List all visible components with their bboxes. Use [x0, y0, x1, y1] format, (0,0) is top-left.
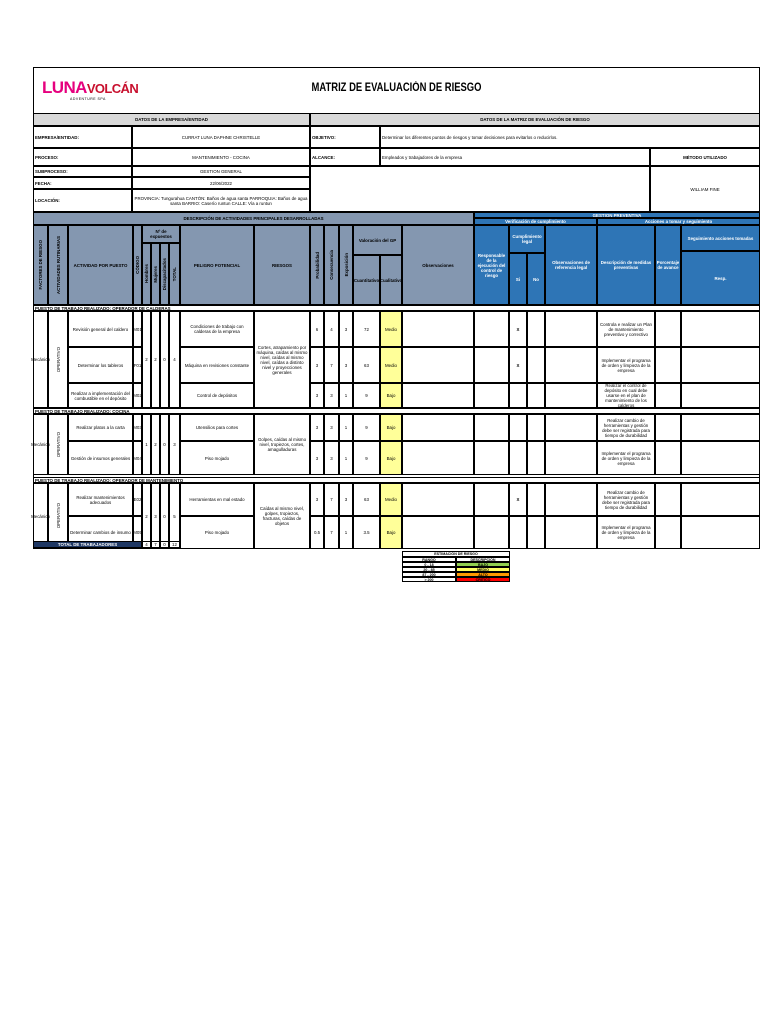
codigo-cell: M04	[133, 441, 142, 475]
obs-ref-cell	[545, 311, 597, 347]
mujeres-cell: 2	[151, 414, 160, 475]
exposicion-cell: 3	[339, 483, 353, 516]
probabilidad-cell: 6	[310, 311, 324, 347]
acciones-header: Acciones a tomar y seguimiento	[597, 218, 760, 225]
peligro-cell: Piso mojado	[180, 516, 254, 549]
hombres-cell: 1	[142, 414, 151, 475]
riesgo-cell: Cortes, atrapamiento por máquina, caídas al mismo nivel, caídas al mismo nivel, caídas a distinto nivel y proyecciones generales	[254, 311, 310, 408]
cualitativo-cell: Medio	[380, 347, 402, 383]
observaciones-cell	[402, 414, 474, 441]
cuantitativo-cell: 3.5	[353, 516, 380, 549]
total-header-text: TOTAL	[172, 266, 177, 282]
exposicion-cell: 1	[339, 414, 353, 441]
cualitativo-cell: Bajo	[380, 414, 402, 441]
medida-cell: Realizar el control de depósito en cual debe usarse en el plan de mantenimiento de los calderos	[597, 383, 655, 408]
consecuencia-cell: 7	[324, 483, 339, 516]
gestion-header: GESTION PREVENTIVA	[474, 212, 760, 218]
riesgo-cell: Caídas al mismo nivel, golpes, tropiezos, fracturas, caídas de objetos	[254, 483, 310, 549]
cuantitativo-cell: 63	[353, 347, 380, 383]
cualitativo-header: Cualitativo	[380, 255, 402, 305]
porcentaje-cell	[655, 347, 681, 383]
actividad-cell: Realizar platos a la carta	[68, 414, 133, 441]
totals-discapacitados: 0	[160, 541, 169, 548]
cuantitativo-cell: 9	[353, 441, 380, 475]
cuantitativo-cell: 9	[353, 383, 380, 408]
legend-rango-cell: 87 - 200	[402, 572, 456, 577]
blank-info-area	[310, 166, 650, 212]
matrix-header: DATOS DE LA MATRIZ DE EVALUACIÓN DE RIESGO	[310, 113, 760, 126]
responsable-cell	[474, 483, 509, 516]
actividad-cell: Determinar los tableros	[68, 347, 133, 383]
actividad-cell: Determinar cambios de insumo	[68, 516, 133, 549]
discapacitados-header-text: Discapacitados	[162, 257, 167, 291]
metodo-label: MÉTODO UTILIZADO	[650, 148, 760, 166]
rutina-cell	[48, 483, 68, 549]
medidas-header: Descripción de medidas preventivas	[597, 225, 655, 305]
empresa-value: CURRAT LUNA DAPHNE CHRISTELLE	[132, 126, 310, 148]
cuantitativo-cell: 72	[353, 311, 380, 347]
hombres-cell: 2	[142, 483, 151, 549]
actividad-cell: Realizar a implementación del combustible en el depósito	[68, 383, 133, 408]
totals-mujeres: 7	[151, 541, 160, 548]
subproceso-value: GESTION GENERAL	[132, 166, 310, 177]
cuantitativo-cell: 9	[353, 414, 380, 441]
consecuencia-header	[324, 225, 339, 305]
company-header: DATOS DE LA EMPRESA/ENTIDAD	[33, 113, 310, 126]
consecuencia-cell: 3	[324, 414, 339, 441]
medida-cell: Realizar cambio de herramientas y gestión debe ser registrada para tiempo de durabilidad	[597, 414, 655, 441]
mujeres-cell: 2	[151, 311, 160, 408]
discapacitados-header	[160, 243, 169, 305]
empresa-label: EMPRESA/ENTIDAD:	[33, 126, 132, 148]
factor-cell: Mecánico	[33, 414, 48, 475]
consecuencia-cell: 4	[324, 311, 339, 347]
consecuencia-cell: 7	[324, 347, 339, 383]
probabilidad-cell: 3	[310, 483, 324, 516]
codigo-cell: M02	[133, 383, 142, 408]
metodo-value: WILLIAM FINE	[650, 166, 760, 212]
seguimiento-cell	[681, 347, 760, 383]
si-cell: X	[509, 311, 527, 347]
legend-col-descripcion: DESCRIPCIÓN	[456, 557, 510, 562]
exposicion-cell: 1	[339, 441, 353, 475]
riesgos-header: RIESGOS	[254, 225, 310, 305]
medida-cell: Controla e realizar un Plan de mantenimiento preventivo y correctivo	[597, 311, 655, 347]
subproceso-label: SUBPROCESO:	[33, 166, 132, 177]
objetivo-value: Determinar los diferentes puntos de riesgos y tomar decisiones para evitarlos o reducirlos.	[380, 126, 760, 148]
total-cell: 4	[169, 311, 180, 408]
responsable-header: Responsable de la ejecución del control de riesgo	[474, 225, 509, 305]
codigo-header	[133, 225, 142, 305]
logo-luna: LUNA	[42, 78, 87, 97]
seguimiento-header: Seguimiento acciones tomadas	[681, 225, 760, 251]
codigo-cell: M03	[133, 414, 142, 441]
mujeres-cell: 3	[151, 483, 160, 549]
no-cell	[527, 347, 545, 383]
seguimiento-cell	[681, 483, 760, 516]
no-header: No	[527, 253, 545, 305]
riesgo-cell: Golpes, caídas al mismo nivel, tropiezos, cortes, amagulladuras	[254, 414, 310, 475]
seguimiento-cell	[681, 516, 760, 549]
probabilidad-header-text: Probabilidad	[314, 251, 320, 279]
probabilidad-header	[310, 225, 324, 305]
consecuencia-cell: 3	[324, 441, 339, 475]
factor-cell: Mecánico	[33, 483, 48, 549]
probabilidad-cell: 3	[310, 414, 324, 441]
resp-header: Resp.	[681, 251, 760, 305]
responsable-cell	[474, 414, 509, 441]
objetivo-label: OBJETIVO:	[310, 126, 380, 148]
section-label: PUESTO DE TRABAJO REALIZADO: COCINA	[33, 408, 760, 414]
mujeres-header-text: Mujeres	[153, 265, 158, 283]
obs-ref-cell	[545, 516, 597, 549]
porcentaje-header: Porcentaje de avance	[655, 225, 681, 305]
medida-cell: Realizar cambio de herramientas y gestión debe ser registrada para tiempo de durabilidad	[597, 483, 655, 516]
legend-col-rango: RANGO	[402, 557, 456, 562]
fecha-label: FECHA:	[33, 177, 132, 189]
observaciones-cell	[402, 347, 474, 383]
proceso-value: MANTENIMIENTO - COCINA	[132, 148, 310, 166]
descripcion-header: DESCRIPCIÓN DE ACTIVIDADES PRINCIPALES DESARROLLADAS	[33, 212, 474, 225]
rutina-cell-text: OPERATIVO	[55, 503, 61, 529]
totals-label: TOTAL DE TRABAJADORES	[33, 541, 142, 548]
si-cell: X	[509, 483, 527, 516]
consecuencia-cell: 7	[324, 516, 339, 549]
peligro-cell: Condiciones de trabajo con calderas de la empresa	[180, 311, 254, 347]
rutina-cell	[48, 414, 68, 475]
cumplimiento-header: Cumplimiento legal	[509, 225, 545, 253]
probabilidad-cell: 3	[310, 383, 324, 408]
observaciones-cell	[402, 516, 474, 549]
no-cell	[527, 441, 545, 475]
factores-header	[33, 225, 48, 305]
cualitativo-cell: Bajo	[380, 383, 402, 408]
peligro-cell: Máquina en revisiones constante	[180, 347, 254, 383]
si-cell	[509, 516, 527, 549]
total-header	[169, 243, 180, 305]
probabilidad-cell: 3	[310, 347, 324, 383]
seguimiento-cell	[681, 441, 760, 475]
peligro-header: PELIGRO POTENCIAL	[180, 225, 254, 305]
responsable-cell	[474, 311, 509, 347]
exposicion-cell: 1	[339, 383, 353, 408]
legend-rango-cell: 20 - 85	[402, 567, 456, 572]
cualitativo-cell: Medio	[380, 483, 402, 516]
observaciones-header: Observaciones	[402, 225, 474, 305]
cuantitativo-cell: 63	[353, 483, 380, 516]
hombres-header	[142, 243, 151, 305]
exposicion-cell: 1	[339, 516, 353, 549]
responsable-cell	[474, 347, 509, 383]
si-cell: X	[509, 347, 527, 383]
medida-cell: Implementar el programa de orden y limpieza de la empresa	[597, 441, 655, 475]
porcentaje-cell	[655, 383, 681, 408]
porcentaje-cell	[655, 516, 681, 549]
rutina-cell-text: OPERATIVO	[55, 431, 61, 458]
peligro-cell: Control de depósitos	[180, 383, 254, 408]
probabilidad-cell: 3	[310, 441, 324, 475]
obs-ref-cell	[545, 441, 597, 475]
locacion-label: LOCACIÓN:	[33, 189, 132, 212]
peligro-cell: Herramientas en mal estado	[180, 483, 254, 516]
consecuencia-cell: 3	[324, 383, 339, 408]
logo-volcan: VOLCÁN	[86, 81, 139, 96]
porcentaje-cell	[655, 311, 681, 347]
legend-desc-cell: CRITICO	[456, 577, 510, 582]
responsable-cell	[474, 383, 509, 408]
actividad-cell: Realizar mantenimientos adecuados	[68, 483, 133, 516]
factores-header-text: FACTORES DE RIESGO	[38, 240, 43, 290]
medida-cell: Implementar el programa de orden y limpieza de la empresa	[597, 516, 655, 549]
si-header: Si	[509, 253, 527, 305]
porcentaje-cell	[655, 414, 681, 441]
probabilidad-cell: 0.5	[310, 516, 324, 549]
verificacion-header: Verificación de cumplimiento	[474, 218, 597, 225]
observaciones-cell	[402, 441, 474, 475]
codigo-cell: M05	[133, 516, 142, 549]
exposicion-cell: 3	[339, 347, 353, 383]
cualitativo-cell: Bajo	[380, 516, 402, 549]
actividad-cell: Revisión general del caldero	[68, 311, 133, 347]
section-label: PUESTO DE TRABAJO REALIZADO: OPERADOR DE CALDERAS	[33, 305, 760, 311]
page-title: MATRIZ DE EVALUACIÓN DE RIESGO	[311, 82, 482, 94]
exposicion-header	[339, 225, 353, 305]
si-cell	[509, 383, 527, 408]
no-cell	[527, 383, 545, 408]
legend-desc-cell: BAJO	[456, 562, 510, 567]
obs-ref-header: Observaciones de referencia legal	[545, 225, 597, 305]
cualitativo-cell: Medio	[380, 311, 402, 347]
obs-ref-cell	[545, 347, 597, 383]
cualitativo-cell: Bajo	[380, 441, 402, 475]
exposicion-cell: 3	[339, 311, 353, 347]
alcance-value: Empleados y trabajadores de la empresa	[380, 148, 650, 166]
medida-cell: Implementar el programa de orden y limpieza de la empresa	[597, 347, 655, 383]
totals-total: 12	[169, 541, 180, 548]
legend-rango-cell: 0 - 18	[402, 562, 456, 567]
no-cell	[527, 516, 545, 549]
hombres-cell: 2	[142, 311, 151, 408]
seguimiento-cell	[681, 383, 760, 408]
discapacitados-cell: 0	[160, 311, 169, 408]
expuestos-header: Nº de expuestos	[142, 225, 180, 243]
obs-ref-cell	[545, 383, 597, 408]
logo-subtitle: ADVENTURE SPA	[70, 97, 106, 101]
valoracion-header: Valoración del GP	[353, 225, 402, 255]
discapacitados-cell: 0	[160, 483, 169, 549]
rutinarias-header	[48, 225, 68, 305]
rutina-cell	[48, 311, 68, 408]
hombres-header-text: Hombres	[144, 264, 149, 284]
seguimiento-cell	[681, 414, 760, 441]
actividad-cell: Gestión de insumos generales	[68, 441, 133, 475]
fecha-value: 22/06/2022	[132, 177, 310, 189]
section-label: PUESTO DE TRABAJO REALIZADO: OPERADOR DE MANTENIMIENTO	[33, 477, 760, 483]
title-bar	[34, 68, 759, 114]
codigo-cell: E02	[133, 483, 142, 516]
legend-rango-cell: > 200	[402, 577, 456, 582]
codigo-cell: M01	[133, 311, 142, 347]
legend-desc-cell: ALTO	[456, 572, 510, 577]
porcentaje-cell	[655, 441, 681, 475]
exposicion-header-text: Exposición	[343, 253, 349, 277]
no-cell	[527, 414, 545, 441]
rutina-cell-text: OPERATIVO	[55, 346, 61, 373]
si-cell	[509, 441, 527, 475]
responsable-cell	[474, 441, 509, 475]
porcentaje-cell	[655, 483, 681, 516]
responsable-cell	[474, 516, 509, 549]
discapacitados-cell: 0	[160, 414, 169, 475]
observaciones-cell	[402, 383, 474, 408]
si-cell	[509, 414, 527, 441]
mujeres-header	[151, 243, 160, 305]
codigo-header-text: CÓDIGO	[135, 256, 140, 274]
cuantitativo-header: Cuantitativo	[353, 255, 380, 305]
totals-hombres: 4	[142, 541, 151, 548]
locacion-value: PROVINCIA: Tungurahua CANTÓN: Baños de agua santa PARROQUIA: Baños de agua santa BARRIO: Caserío runtun CALLE: Vía a runtun	[132, 189, 310, 212]
factor-cell: Mecánico	[33, 311, 48, 408]
alcance-label: ALCANCE:	[310, 148, 380, 166]
total-cell: 5	[169, 483, 180, 549]
observaciones-cell	[402, 311, 474, 347]
actividad-header: ACTIVIDAD POR PUESTO	[68, 225, 133, 305]
consecuencia-header-text: Consecuencia	[329, 250, 334, 280]
legend-title: ESTIMACIÓN DE RIESGO	[402, 551, 510, 557]
peligro-cell: Piso mojado	[180, 441, 254, 475]
proceso-label: PROCESO:	[33, 148, 132, 166]
peligro-cell: Utensilios para cortes	[180, 414, 254, 441]
rutinarias-header-text: ACTIVIDADES RUTINARIAS	[55, 235, 61, 295]
total-cell: 3	[169, 414, 180, 475]
no-cell	[527, 483, 545, 516]
no-cell	[527, 311, 545, 347]
obs-ref-cell	[545, 483, 597, 516]
legend-desc-cell: MEDIO	[456, 567, 510, 572]
observaciones-cell	[402, 483, 474, 516]
seguimiento-cell	[681, 311, 760, 347]
codigo-cell: F01	[133, 347, 142, 383]
obs-ref-cell	[545, 414, 597, 441]
